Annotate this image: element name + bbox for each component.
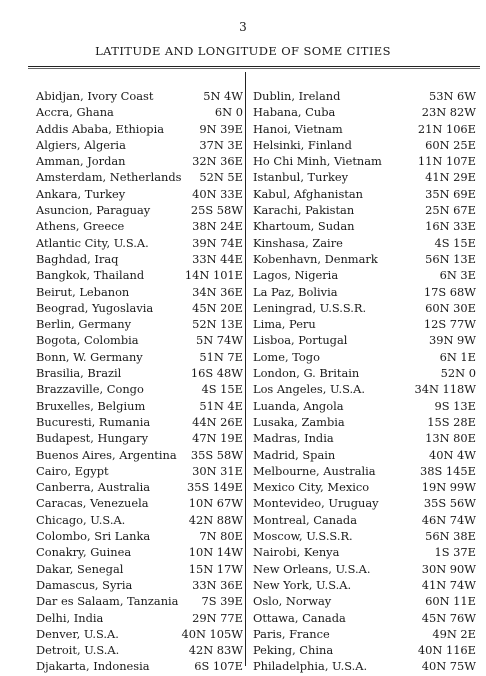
city-name: Damascus, Syria	[36, 577, 133, 592]
city-name: Accra, Ghana	[36, 105, 114, 120]
city-coordinates: 52N 0	[440, 366, 476, 381]
city-coordinates: 25S 58W	[190, 203, 243, 218]
city-coordinates: 56N 13E	[425, 251, 476, 266]
city-row	[36, 593, 243, 609]
left-city-column	[36, 88, 243, 675]
city-coordinates: 4S 15E	[434, 235, 476, 250]
city-name: Lagos, Nigeria	[253, 268, 339, 283]
city-name: Hanoi, Vietnam	[253, 121, 343, 136]
city-name: Denver, U.S.A.	[36, 626, 119, 641]
city-row	[253, 284, 476, 300]
city-name: Ankara, Turkey	[36, 186, 126, 201]
city-row	[36, 153, 243, 169]
city-coordinates: 16S 48W	[190, 366, 243, 381]
city-row	[253, 365, 476, 381]
city-row	[253, 300, 476, 316]
city-row	[36, 528, 243, 544]
city-name: New York, U.S.A.	[253, 577, 352, 592]
city-name: Brasilia, Brazil	[36, 366, 122, 381]
city-row	[253, 495, 476, 511]
city-coordinates: 21N 106E	[417, 121, 476, 136]
city-coordinates: 25N 67E	[425, 203, 476, 218]
city-name: Amman, Jordan	[36, 154, 126, 169]
city-row	[36, 235, 243, 251]
city-name: Moscow, U.S.S.R.	[253, 529, 353, 544]
city-coordinates: 33N 44E	[192, 251, 243, 266]
city-name: Peking, China	[253, 643, 334, 658]
city-name: Caracas, Venezuela	[36, 496, 149, 511]
city-coordinates: 35N 69E	[425, 186, 476, 201]
city-name: Karachi, Pakistan	[253, 203, 355, 218]
city-row	[36, 104, 243, 120]
page-title: LATITUDE AND LONGITUDE OF SOME CITIES	[95, 44, 391, 58]
city-coordinates: 51N 4E	[199, 398, 243, 413]
city-coordinates: 6N 1E	[439, 349, 476, 364]
top-rule	[28, 66, 480, 67]
city-row	[36, 642, 243, 658]
city-name: Khartoum, Sudan	[253, 219, 355, 234]
city-row	[36, 332, 243, 348]
city-name: Brazzaville, Congo	[36, 382, 144, 397]
city-name: Madrid, Spain	[253, 447, 336, 462]
city-coordinates: 5N 74W	[195, 333, 243, 348]
city-name: Dakar, Senegal	[36, 561, 124, 576]
city-row	[253, 610, 476, 626]
city-row	[36, 561, 243, 577]
city-name: Berlin, Germany	[36, 317, 132, 332]
city-row	[36, 658, 243, 674]
city-name: Bruxelles, Belgium	[36, 398, 146, 413]
city-coordinates: 30N 31E	[192, 463, 243, 478]
city-row	[253, 479, 476, 495]
city-name: La Paz, Bolivia	[253, 284, 338, 299]
city-coordinates: 40N 75W	[421, 659, 476, 674]
city-coordinates: 49N 2E	[432, 626, 476, 641]
city-name: Abidjan, Ivory Coast	[36, 89, 154, 103]
city-row	[253, 577, 476, 593]
city-name: Beirut, Lebanon	[36, 284, 130, 299]
city-coordinates: 34N 118W	[414, 382, 476, 397]
city-coordinates: 6N 3E	[439, 268, 476, 283]
city-coordinates: 6S 107E	[194, 659, 243, 674]
city-row	[36, 169, 243, 185]
city-coordinates: 7S 39E	[201, 594, 243, 609]
city-coordinates: 9S 13E	[434, 398, 476, 413]
city-row	[36, 577, 243, 593]
city-coordinates: 35S 149E	[187, 480, 243, 495]
city-name: Lusaka, Zambia	[253, 414, 345, 429]
city-name: Buenos Aires, Argentina	[36, 447, 177, 462]
city-coordinates: 42N 83W	[188, 643, 243, 658]
city-row	[253, 88, 476, 104]
city-row	[36, 463, 243, 479]
city-row	[253, 593, 476, 609]
city-coordinates: 19N 99W	[421, 480, 476, 495]
city-name: Canberra, Australia	[36, 480, 151, 495]
city-coordinates: 35S 56W	[423, 496, 476, 511]
city-coordinates: 12S 77W	[423, 317, 476, 332]
city-coordinates: 14N 101E	[184, 268, 243, 283]
city-row	[253, 169, 476, 185]
city-name: Kabul, Afghanistan	[253, 186, 364, 201]
city-coordinates: 60N 30E	[425, 300, 476, 315]
city-name: Montevideo, Uruguay	[253, 496, 379, 511]
city-row	[36, 544, 243, 560]
city-name: Delhi, India	[36, 610, 104, 625]
city-row	[253, 626, 476, 642]
city-row	[253, 398, 476, 414]
city-coordinates: 4S 15E	[201, 382, 243, 397]
city-name: Conakry, Guinea	[36, 545, 132, 560]
city-row	[253, 512, 476, 528]
city-coordinates: 17S 68W	[423, 284, 476, 299]
city-name: Lome, Togo	[253, 349, 320, 364]
city-row	[253, 202, 476, 218]
city-row	[253, 235, 476, 251]
city-name: Los Angeles, U.S.A.	[253, 382, 365, 397]
city-row	[253, 430, 476, 446]
city-name: Beograd, Yugoslavia	[36, 300, 154, 315]
city-name: Chicago, U.S.A.	[36, 512, 126, 527]
city-coordinates: 52N 5E	[199, 170, 243, 185]
city-name: Luanda, Angola	[253, 398, 344, 413]
city-coordinates: 46N 74W	[421, 512, 476, 527]
city-coordinates: 38S 145E	[420, 463, 476, 478]
city-coordinates: 10N 67W	[188, 496, 243, 511]
city-row	[36, 137, 243, 153]
city-coordinates: 60N 11E	[425, 594, 476, 609]
city-name: Djakarta, Indonesia	[36, 659, 150, 674]
city-row	[253, 316, 476, 332]
city-row	[36, 365, 243, 381]
city-name: Helsinki, Finland	[253, 137, 352, 152]
city-coordinates: 41N 74W	[421, 577, 476, 592]
city-coordinates: 41N 29E	[425, 170, 476, 185]
city-row	[253, 561, 476, 577]
city-name: Athens, Greece	[36, 219, 125, 234]
city-coordinates: 15N 17W	[188, 561, 243, 576]
city-coordinates: 9N 39E	[199, 121, 243, 136]
city-name: Detroit, U.S.A.	[36, 643, 120, 658]
city-row	[36, 430, 243, 446]
city-name: Colombo, Sri Lanka	[36, 529, 151, 544]
city-coordinates: 53N 6W	[428, 89, 476, 103]
city-coordinates: 15S 28E	[427, 414, 476, 429]
city-row	[253, 104, 476, 120]
city-row	[36, 267, 243, 283]
city-name: Oslo, Norway	[253, 594, 332, 609]
city-name: Melbourne, Australia	[253, 463, 376, 478]
city-row	[253, 267, 476, 283]
city-name: Bangkok, Thailand	[36, 268, 145, 283]
city-name: Atlantic City, U.S.A.	[36, 235, 149, 250]
city-coordinates: 40N 4W	[428, 447, 476, 462]
city-row	[253, 186, 476, 202]
city-name: Amsterdam, Netherlands	[36, 170, 182, 185]
city-name: Philadelphia, U.S.A.	[253, 659, 368, 674]
city-coordinates: 44N 26E	[192, 414, 243, 429]
city-row	[36, 88, 243, 104]
right-city-column	[253, 88, 476, 675]
city-coordinates: 30N 90W	[421, 561, 476, 576]
city-coordinates: 34N 36E	[192, 284, 243, 299]
city-row	[253, 642, 476, 658]
city-name: Kinshasa, Zaire	[253, 235, 343, 250]
city-coordinates: 60N 25E	[425, 137, 476, 152]
city-coordinates: 13N 80E	[425, 431, 476, 446]
city-name: London, G. Britain	[253, 366, 360, 381]
city-name: Paris, France	[253, 626, 330, 641]
city-row	[36, 495, 243, 511]
city-name: Madras, India	[253, 431, 334, 446]
city-coordinates: 32N 36E	[192, 154, 243, 169]
city-name: Lisboa, Portugal	[253, 333, 348, 348]
city-row	[36, 610, 243, 626]
city-row	[253, 332, 476, 348]
page-number: 3	[239, 20, 247, 34]
city-name: New Orleans, U.S.A.	[253, 561, 371, 576]
city-coordinates: 38N 24E	[192, 219, 243, 234]
city-row	[253, 349, 476, 365]
column-divider	[245, 72, 246, 666]
city-row	[253, 381, 476, 397]
city-row	[36, 186, 243, 202]
city-row	[253, 121, 476, 137]
city-row	[36, 512, 243, 528]
city-row	[253, 463, 476, 479]
city-row	[253, 251, 476, 267]
city-row	[253, 137, 476, 153]
city-row	[253, 414, 476, 430]
city-row	[253, 658, 476, 674]
city-row	[36, 447, 243, 463]
top-rule-secondary	[28, 68, 480, 69]
city-name: Dublin, Ireland	[253, 89, 341, 103]
city-row	[253, 544, 476, 560]
city-row	[36, 251, 243, 267]
city-coordinates: 6N 0	[214, 105, 243, 120]
city-row	[36, 349, 243, 365]
city-name: Asuncion, Paraguay	[36, 203, 151, 218]
city-row	[36, 479, 243, 495]
city-name: Baghdad, Iraq	[36, 251, 119, 266]
city-name: Budapest, Hungary	[36, 431, 149, 446]
city-coordinates: 7N 80E	[199, 529, 243, 544]
city-row	[36, 218, 243, 234]
city-row	[253, 153, 476, 169]
city-row	[36, 626, 243, 642]
city-coordinates: 35S 58W	[190, 447, 243, 462]
city-row	[36, 398, 243, 414]
city-row	[253, 447, 476, 463]
city-row	[253, 528, 476, 544]
city-name: Lima, Peru	[253, 317, 316, 332]
city-name: Leningrad, U.S.S.R.	[253, 300, 367, 315]
city-name: Montreal, Canada	[253, 512, 358, 527]
city-row	[36, 414, 243, 430]
city-row	[36, 284, 243, 300]
city-row	[36, 121, 243, 137]
city-coordinates: 5N 4W	[203, 89, 243, 103]
city-name: Istanbul, Turkey	[253, 170, 349, 185]
city-name: Addis Ababa, Ethiopia	[36, 121, 165, 136]
city-coordinates: 45N 20E	[192, 300, 243, 315]
city-row	[36, 381, 243, 397]
city-coordinates: 47N 19E	[192, 431, 243, 446]
city-coordinates: 39N 74E	[192, 235, 243, 250]
city-coordinates: 1S 37E	[434, 545, 476, 560]
city-row	[36, 202, 243, 218]
city-coordinates: 29N 77E	[192, 610, 243, 625]
city-coordinates: 40N 33E	[192, 186, 243, 201]
city-name: Bogota, Colombia	[36, 333, 139, 348]
city-name: Dar es Salaam, Tanzania	[36, 594, 179, 609]
city-coordinates: 40N 116E	[417, 643, 476, 658]
city-coordinates: 16N 33E	[425, 219, 476, 234]
city-coordinates: 40N 105W	[181, 626, 243, 641]
city-coordinates: 39N 9W	[428, 333, 476, 348]
city-name: Ho Chi Minh, Vietnam	[253, 154, 382, 169]
city-coordinates: 33N 36E	[192, 577, 243, 592]
city-name: Kobenhavn, Denmark	[253, 251, 378, 266]
city-name: Cairo, Egypt	[36, 463, 109, 478]
city-name: Bonn, W. Germany	[36, 349, 143, 364]
city-coordinates: 11N 107E	[417, 154, 476, 169]
city-coordinates: 42N 88W	[188, 512, 243, 527]
city-coordinates: 51N 7E	[199, 349, 243, 364]
city-coordinates: 10N 14W	[188, 545, 243, 560]
city-name: Habana, Cuba	[253, 105, 336, 120]
city-coordinates: 52N 13E	[192, 317, 243, 332]
city-row	[36, 316, 243, 332]
city-coordinates: 56N 38E	[425, 529, 476, 544]
city-coordinates: 45N 76W	[421, 610, 476, 625]
city-name: Mexico City, Mexico	[253, 480, 370, 495]
city-name: Algiers, Algeria	[36, 137, 126, 152]
city-name: Nairobi, Kenya	[253, 545, 340, 560]
city-row	[36, 300, 243, 316]
city-name: Ottawa, Canada	[253, 610, 346, 625]
city-coordinates: 37N 3E	[199, 137, 243, 152]
city-row	[253, 218, 476, 234]
city-name: Bucuresti, Rumania	[36, 414, 151, 429]
city-coordinates: 23N 82W	[421, 105, 476, 120]
